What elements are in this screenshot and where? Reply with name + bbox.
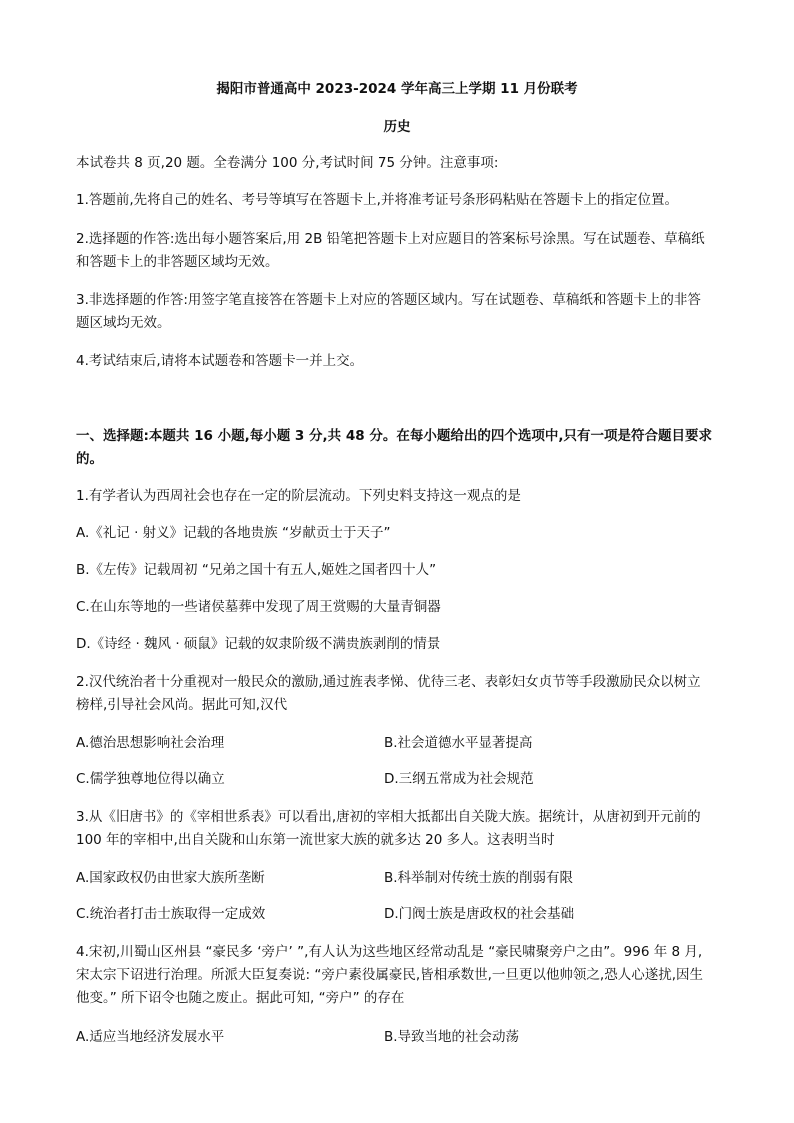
section-heading-line2: 的。 [76,451,103,467]
instruction-2-line2: 和答题卡上的非答题区域均无效。 [76,254,279,270]
question-3-option-a: A.国家政权仍由世家大族所垄断 [76,870,265,886]
question-2-option-c: C.儒学独尊地位得以确立 [76,771,225,787]
exam-title: 揭阳市普通高中 2023-2024 学年高三上学期 11 月份联考 [216,81,578,97]
question-4-stem-line3: 他变。” 所下诏令也随之废止。据此可知, “旁户” 的存在 [76,990,405,1006]
question-4-stem-line2: 宋太宗下诏进行治理。所派大臣复奏说: “旁户素役属豪民,皆相承数世,一旦更以他帅领之,恐人心遂扰,因生 [76,967,703,983]
question-3-option-d: D.门阀士族是唐政权的社会基础 [384,906,575,922]
instruction-2-line1: 2.选择题的作答:选出每小题答案后,用 2B 铅笔把答题卡上对应题目的答案标号涂黑。写在试题卷、草稿纸 [76,231,705,247]
question-1-option-d: D.《诗经 · 魏风 · 硕鼠》记载的奴隶阶级不满贵族剥削的情景 [76,636,441,652]
question-1-option-b: B.《左传》记载周初 “兄弟之国十有五人,姬姓之国者四十人” [76,562,437,578]
instruction-4: 4.考试结束后,请将本试题卷和答题卡一并上交。 [76,353,364,369]
question-3-option-c: C.统治者打击士族取得一定成效 [76,906,266,922]
question-3-stem-line1: 3.从《旧唐书》的《宰相世系表》可以看出,唐初的宰相大抵都出自关陇大族。据统计，从唐初到开元前的 [76,809,701,825]
question-1-option-c: C.在山东等地的一些诸侯墓葬中发现了周王赏赐的大量青铜器 [76,599,441,615]
question-1-stem: 1.有学者认为西周社会也存在一定的阶层流动。下列史料支持这一观点的是 [76,488,521,504]
instructions-intro: 本试卷共 8 页,20 题。全卷满分 100 分,考试时间 75 分钟。注意事项: [76,155,499,171]
subject-title: 历史 [383,119,411,135]
question-2-stem-line2: 榜样,引导社会风尚。据此可知,汉代 [76,697,288,713]
instruction-3-line2: 题区域均无效。 [76,315,171,331]
question-3-stem-line2: 100 年的宰相中,出自关陇和山东第一流世家大族的就多达 20 多人。这表明当时 [76,832,555,848]
question-2-stem-line1: 2.汉代统治者十分重视对一般民众的激励,通过旌表孝悌、优待三老、表彰妇女贞节等手段激励民众以树立 [76,674,701,690]
question-2-option-d: D.三纲五常成为社会规范 [384,771,534,787]
question-1-option-a: A.《礼记 · 射义》记载的各地贵族 “岁献贡士于天子” [76,525,391,541]
instruction-1: 1.答题前,先将自己的姓名、考号等填写在答题卡上,并将准考证号条形码粘贴在答题卡上的指定位置。 [76,192,678,208]
section-heading-line1: 一、选择题:本题共 16 小题,每小题 3 分,共 48 分。在每小题给出的四个选项中,只有一项是符合题目要求 [76,428,712,444]
question-2-option-a: A.德治思想影响社会治理 [76,735,225,751]
question-4-option-b: B.导致当地的社会动荡 [384,1029,520,1045]
question-3-option-b: B.科举制对传统士族的削弱有限 [384,870,574,886]
instruction-3-line1: 3.非选择题的作答:用签字笔直接答在答题卡上对应的答题区域内。写在试题卷、草稿纸和答题卡上的非答 [76,292,701,308]
question-4-option-a: A.适应当地经济发展水平 [76,1029,225,1045]
question-4-stem-line1: 4.宋初,川蜀山区州县 “豪民多 ‘旁户’ ”,有人认为这些地区经常动乱是 “豪民啸聚旁户之由”。996 年 8 月, [76,944,703,960]
question-2-option-b: B.社会道德水平显著提高 [384,735,533,751]
